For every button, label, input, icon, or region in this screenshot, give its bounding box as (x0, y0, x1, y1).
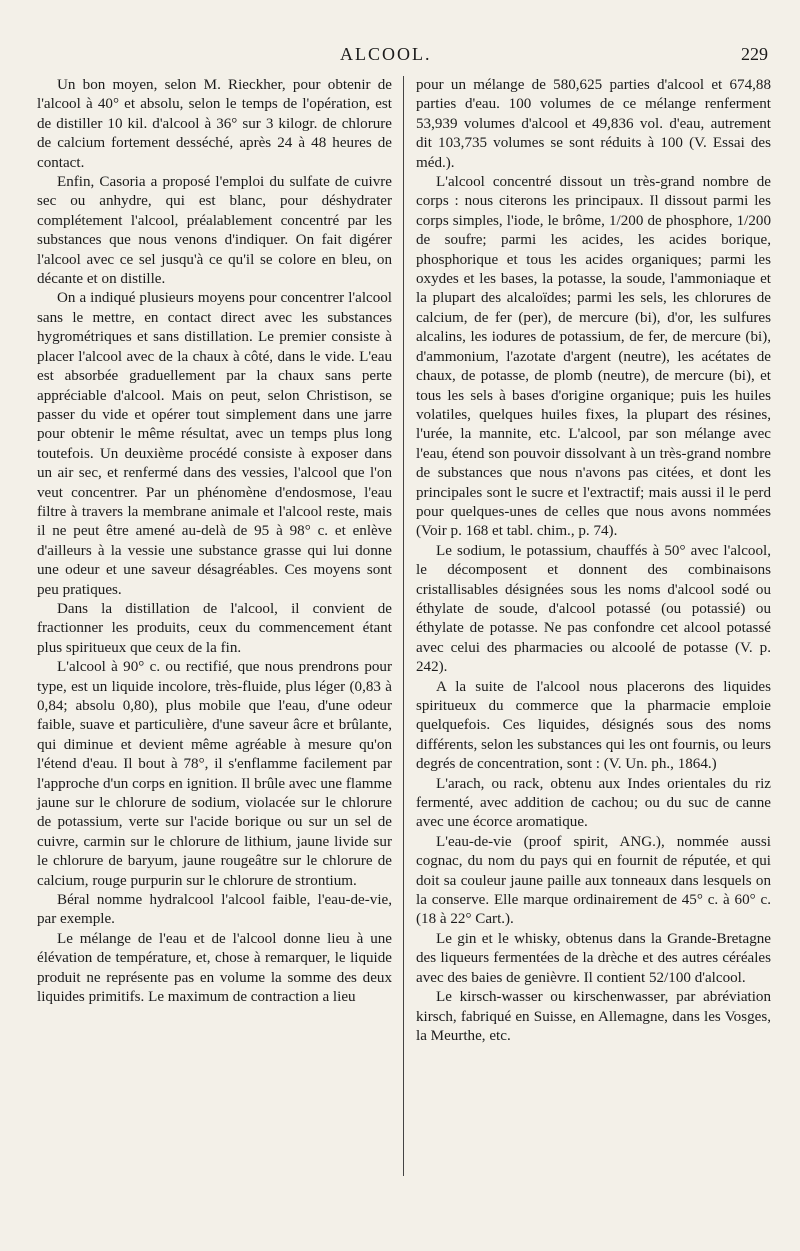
paragraph: Le sodium, le potassium, chauffés à 50° avec l'alcool, le décomposent et donnent des combinaisons cristallisables désignées sous les noms d'alcool sodé ou éthylate de soude, d'alcool potassé (ou potassié) ou éthylate de potasse. Ne pas confondre cet alcool potassé avec celui des pharmacies ou alcoolé de potasse (V. p. 242). (416, 542, 771, 676)
paragraph: L'alcool concentré dissout un très-grand nombre de corps : nous citerons les principaux. Il dissout parmi les corps simples, l'iode, le brôme, 1/200 de phosphore, 1/200 de soufre; parmi les acides, les acides borique, phosphorique et tous les acides organiques; parmi les oxydes et les bases, la potasse, la soude, l'ammoniaque et la plupart des alcaloïdes; parmi les sels, les chlorures de calcium, de fer (per), de mercure (bi), d'or, les sulfures alcalins, les iodures de potassium, de fer, de mercure (bi), d'ammonium, l'azotate d'argent (neutre), les acétates de chaux, de potasse, de plomb (neutre), de mercure (bi), et tous les sels à bases d'origine organique; puis les huiles volatiles, quelques huiles fixes, la plupart des résines, l'urée, la mannite, etc. L'alcool, par son mélange avec l'eau, étend son pouvoir dissolvant à un très-grand nombre de substances que nous n'avons pas citées, et dont les principales sont le sucre et l'extractif; mais aussi il le perd pour quelques-unes de celles que nous avons nommées (Voir p. 168 et tabl. chim., p. 74). (416, 174, 771, 540)
paragraph: L'arach, ou rack, obtenu aux Indes orientales du riz fermenté, avec addition de cachou; ou du suc de canne avec une écorce aromatique. (416, 775, 771, 831)
paragraph: On a indiqué plusieurs moyens pour concentrer l'alcool sans le mettre, en contact direct avec les substances hygrométriques et sans distillation. Le premier consiste à placer l'alcool avec de la chaux à côté, dans le vide. L'eau est absorbée graduellement par la chaux sans perte appréciable d'alcool. Mais on peut, selon Christison, se passer du vide et opérer tout simplement dans une jarre pour obtenir le même résultat, avec un temps plus long toutefois. Un deuxième procédé consiste à exposer dans un air sec, et renfermé dans des vessies, l'alcool que l'on veut concentrer. Par un phénomène d'endosmose, l'eau filtre à travers la membrane animale et l'alcool reste, mais il ne peut être amené au-delà de 95 à 98° c. et enlève d'ailleurs à la vessie une substance grasse qui lui donne une odeur et une saveur désagréables. Ces moyens sont peu pratiques. (37, 290, 392, 598)
paragraph: A la suite de l'alcool nous placerons des liquides spiritueux du commerce que la pharmacie emploie quelquefois. Ces liquides, désignés sous des noms différents, selon les substances qui les ont fournis, ou leurs degrés de concentration, sont : (V. Un. ph., 1864.) (416, 678, 771, 773)
page-number: 229 (741, 44, 768, 64)
page-header (0, 44, 800, 70)
paragraph: pour un mélange de 580,625 parties d'alcool et 674,88 parties d'eau. 100 volumes de ce mélange renferment 53,939 volumes d'alcool et 49,836 vol. d'eau, autrement dit 103,735 volumes se sont réduits à 100 (V. Essai des méd.). (416, 77, 771, 171)
column-divider (403, 76, 404, 1176)
left-column (37, 76, 392, 1008)
paragraph: Enfin, Casoria a proposé l'emploi du sulfate de cuivre sec ou anhydre, qui est blanc, pour déshydrater complétement l'alcool, préalablement concentré par les substances que nous venons d'indiquer. On fait digérer l'alcool avec ce sel jusqu'à ce qu'il se colore en bleu, on décante et on distille. (37, 174, 392, 288)
paragraph: L'alcool à 90° c. ou rectifié, que nous prendrons pour type, est un liquide incolore, très-fluide, plus léger (0,83 à 0,84; absolu 0,80), plus mobile que l'eau, d'une odeur faible, suave et particulière, d'une saveur âcre et brûlante, qui diminue et devient même agréable à mesure qu'on l'étend d'eau. Il bout à 78°, il s'enflamme facilement par l'approche d'un corps en ignition. Il brûle avec une flamme jaune sur le chlorure de sodium, violacée sur le chlorure de potassium, verte sur l'acide borique ou sur un sel de cuivre, carmin sur le chlorure de lithium, jaune livide sur le chlorure de baryum, jaune rougeâtre sur le chlorure de calcium, rouge purpurin sur le chlorure de strontium. (37, 659, 392, 889)
paragraph: Un bon moyen, selon M. Rieckher, pour obtenir de l'alcool à 40° et absolu, selon le temps de l'opération, est de distiller 10 kil. d'alcool à 36° sur 3 kilogr. de chlorure de calcium fortement desséché, après 24 à 48 heures de contact. (37, 77, 392, 171)
paragraph: Béral nomme hydralcool l'alcool faible, l'eau-de-vie, par exemple. (37, 892, 392, 928)
paragraph: Dans la distillation de l'alcool, il convient de fractionner les produits, ceux du commencement étant plus spiritueux que ceux de la fin. (37, 600, 392, 656)
running-title: ALCOOL. (340, 44, 432, 64)
paragraph: Le mélange de l'eau et de l'alcool donne lieu à une élévation de température, et, chose à remarquer, le liquide produit ne représente pas en volume la somme des deux liquides primitifs. Le maximum de contraction a lieu (37, 930, 392, 1006)
right-column (416, 76, 771, 1046)
paragraph: L'eau-de-vie (proof spirit, ANG.), nommée aussi cognac, du nom du pays qui en fournit de réputée, et qui doit sa couleur jaune paille aux tonneaux dans lesquels on la conserve. Elle marque ordinairement de 45° c. à 60° c. (18 à 22° Cart.). (416, 833, 771, 928)
paragraph: Le kirsch-wasser ou kirschenwasser, par abréviation kirsch, fabriqué en Suisse, en Allemagne, dans les Vosges, la Meurthe, etc. (416, 989, 771, 1044)
paragraph: Le gin et le whisky, obtenus dans la Grande-Bretagne des liqueurs fermentées de la drèche et des autres céréales avec des baies de genièvre. Il contient 52/100 d'alcool. (416, 930, 771, 986)
